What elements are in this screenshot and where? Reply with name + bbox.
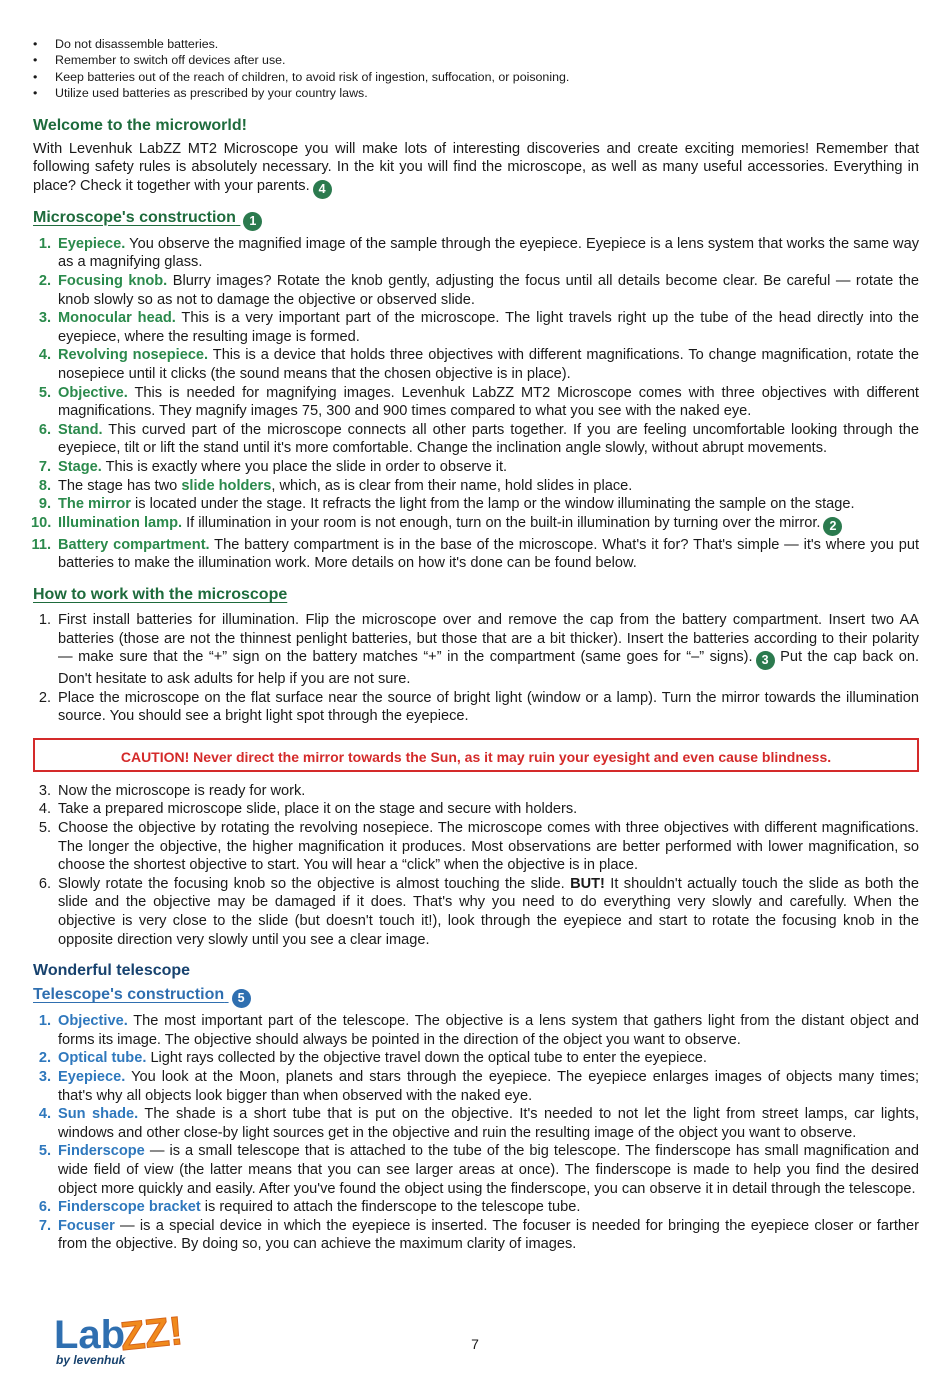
item-term: Illumination lamp. bbox=[58, 514, 183, 531]
item-number: 4. bbox=[38, 801, 51, 818]
item-text: Slowly rotate the focusing knob so the objective is almost touching the slide. bbox=[58, 875, 571, 892]
item-term: Focusing knob. bbox=[58, 273, 168, 289]
list-item bbox=[33, 819, 919, 875]
figure-badge: 4 bbox=[313, 180, 332, 199]
how-to-work-heading: How to work with the microscope bbox=[33, 585, 288, 603]
welcome-paragraph bbox=[33, 140, 919, 199]
list-item bbox=[33, 1049, 919, 1068]
list-item bbox=[33, 309, 919, 346]
item-term: Stand. bbox=[58, 421, 103, 438]
item-number: 3. bbox=[38, 782, 51, 799]
item-text: The most important part of the telescope. The objective is a lens system that gathers light from the distant object and forms its image. The objective should always be pointed in the direction of the object you want to observe. bbox=[58, 1013, 919, 1048]
item-term: Stage. bbox=[58, 458, 102, 475]
item-number: 1. bbox=[38, 1013, 51, 1030]
item-term: Monocular head. bbox=[58, 310, 176, 327]
item-text: This is exactly where you place the slide in order to observe it. bbox=[101, 458, 508, 475]
item-text: This is a device that holds three objectives with different magnifications. To change magnification, rotate the nosepiece until it clicks (the sound means that the chosen objective is in place). bbox=[58, 347, 919, 382]
item-text: Place the microscope on the flat surface near the source of bright light (window or a lamp). Turn the mirror towards the illumination source. You should see a bright light spot through the eyepiece. bbox=[58, 689, 919, 725]
list-item bbox=[33, 875, 919, 949]
microscope-parts-list bbox=[33, 235, 919, 573]
list-item bbox=[33, 1068, 919, 1105]
labzz-logo bbox=[52, 1300, 192, 1370]
item-text: It shouldn't actually touch the slide as both the slide and the objective may be damaged if it does. That's why you need to do everything very slowly and carefully. When the objective is very close to the slide (but doesn't touch it!), look through the eyepiece and start to rotate the focusing knob in the opposite direction very slowly until you see a clear image. bbox=[58, 875, 919, 948]
item-text: is located under the stage. It refracts the light from the lamp or the window illuminating the sample on the stage. bbox=[130, 496, 855, 513]
item-term: Objective. bbox=[58, 384, 128, 401]
list-item bbox=[33, 1105, 919, 1142]
item-number: 6. bbox=[38, 1199, 51, 1216]
item-term: Eyepiece. bbox=[58, 1069, 126, 1085]
item-number: 2. bbox=[38, 273, 51, 289]
safety-bullet: • Remember to switch off devices after use. bbox=[33, 52, 919, 68]
item-term: Optical tube. bbox=[58, 1050, 147, 1067]
list-item bbox=[33, 1217, 919, 1254]
item-number: 8. bbox=[38, 477, 51, 494]
list-item bbox=[33, 782, 919, 801]
item-text: The shade is a short tube that is put on the objective. It's needed to not let the light from street lamps, car lights, windows and other close-by light sources get in the objective and ruin the resulting image of the object you want to observe. bbox=[58, 1106, 919, 1141]
item-text: , which, as is clear from their name, hold slides in place. bbox=[271, 477, 633, 494]
item-text: This is a very important part of the microscope. The light travels right up the tube of the head directly into the eyepiece, where the resulting image is formed. bbox=[58, 310, 919, 345]
figure-badge: 5 bbox=[232, 989, 251, 1008]
item-term: Revolving nosepiece. bbox=[58, 347, 209, 364]
figure-badge: 1 bbox=[243, 212, 262, 231]
item-number: 3. bbox=[38, 310, 51, 327]
item-number: 10. bbox=[31, 514, 52, 531]
how-to-steps-list-continued bbox=[33, 782, 919, 949]
logo-zz-text: ZZ! bbox=[118, 1308, 185, 1360]
item-number: 7. bbox=[38, 1217, 51, 1234]
item-term: Battery compartment. bbox=[58, 536, 210, 553]
page-number: 7 bbox=[471, 1336, 479, 1352]
item-number: 7. bbox=[38, 458, 51, 475]
item-text: Now the microscope is ready for work. bbox=[58, 782, 306, 799]
item-number: 3. bbox=[38, 1069, 51, 1085]
list-item bbox=[33, 514, 919, 536]
item-number: 2. bbox=[38, 1050, 51, 1067]
item-number: 5. bbox=[38, 1143, 51, 1160]
logo-sub-text: by levenhuk bbox=[56, 1353, 126, 1367]
item-number: 5. bbox=[38, 384, 51, 401]
item-text: First install batteries for illumination. Flip the microscope over and remove the cap from the battery compartment. Insert two AA batteries (those are not the thinnest penlight batteries, but those that are a bit thicker). Insert the batteries according to their polarity — make sure that the “+” sign on the battery matches “+” in the compartment (same goes for “–” signs). bbox=[58, 611, 919, 666]
list-item bbox=[33, 235, 919, 272]
item-number: 4. bbox=[38, 347, 51, 364]
welcome-text: With Levenhuk LabZZ MT2 Microscope you will make lots of interesting discoveries and create exciting memories! Remember that following safety rules is absolutely necessary. In the kit you will find the microscope, as well as many useful accessories. Everything in place? Check it together with your parents. bbox=[33, 140, 919, 194]
item-term: Finderscope bbox=[58, 1143, 145, 1160]
item-text: This curved part of the microscope connects all other parts together. If you are feeling uncomfortable looking through the eyepiece, tilt or lift the stand until it's more comfortable. Change the inclination angle slowly, without abrupt movements. bbox=[58, 421, 919, 457]
list-item bbox=[33, 272, 919, 309]
list-item bbox=[33, 1198, 919, 1217]
item-text: Put the cap back on. Don't hesitate to ask adults for help if you are not sure. bbox=[58, 649, 920, 688]
list-item bbox=[33, 421, 919, 458]
safety-bullets bbox=[33, 36, 919, 102]
telescope-parts-list bbox=[33, 1012, 919, 1254]
item-term: The mirror bbox=[58, 496, 131, 513]
list-item bbox=[33, 458, 919, 477]
item-text: is required to attach the finderscope to the telescope tube. bbox=[200, 1199, 581, 1216]
safety-bullet: • Utilize used batteries as prescribed by your country laws. bbox=[33, 85, 919, 101]
list-item bbox=[33, 611, 919, 689]
item-term: Eyepiece. bbox=[58, 235, 126, 252]
item-text: Blurry images? Rotate the knob gently, adjusting the focus until all details become clear. Be careful — rotate the knob slowly so as not to damage the objective or observed slide. bbox=[58, 273, 919, 308]
microscope-construction-heading bbox=[33, 208, 919, 231]
item-number: 9. bbox=[38, 496, 51, 513]
logo-lab-text: Lab bbox=[54, 1313, 126, 1357]
list-item bbox=[33, 495, 919, 514]
item-number: 11. bbox=[31, 536, 51, 553]
item-text: The battery compartment is in the base of the microscope. What's it for? That's simple — it's where you put batteries to make the illumination work. More details on how it's done can be found below. bbox=[58, 536, 919, 572]
microscope-construction-title: Microscope's construction bbox=[33, 208, 236, 226]
item-number: 1. bbox=[38, 611, 51, 628]
list-item bbox=[33, 800, 919, 819]
manual-page bbox=[33, 36, 919, 1254]
item-text: Light rays collected by the objective travel down the optical tube to enter the eyepiece. bbox=[146, 1050, 707, 1067]
item-text: This is needed for magnifying images. Levenhuk LabZZ MT2 Microscope comes with three objectives with different magnifications. They magnify images 75, 300 and 900 times compared to what you see with the naked eye. bbox=[58, 384, 919, 420]
figure-badge: 3 bbox=[756, 651, 775, 670]
figure-badge: 2 bbox=[823, 517, 842, 536]
item-text: The stage has two bbox=[58, 477, 182, 494]
list-item bbox=[33, 1142, 919, 1198]
item-text: Take a prepared microscope slide, place it on the stage and secure with holders. bbox=[58, 801, 578, 818]
item-number: 1. bbox=[38, 235, 51, 252]
item-number: 6. bbox=[38, 421, 51, 438]
item-text: Choose the objective by rotating the revolving nosepiece. The microscope comes with three objectives with different magnifications. The longer the objective, the higher magnification it produces. Most observations are better performed with lower magnification, so choose the shortest objective to start. You will hear a “click” when the objective is in place. bbox=[58, 820, 919, 874]
item-number: 2. bbox=[38, 689, 51, 706]
telescope-construction-heading bbox=[33, 985, 919, 1008]
item-term: Objective. bbox=[58, 1013, 128, 1030]
item-term: Sun shade. bbox=[58, 1106, 139, 1123]
item-number: 5. bbox=[38, 820, 51, 837]
item-text: You look at the Moon, planets and stars through the eyepiece. The eyepiece enlarges images of objects many times; that's why all objects look bigger than when observed with the naked eye. bbox=[58, 1069, 919, 1104]
item-text: If illumination in your room is not enough, turn on the built-in illumination by turning over the mirror. bbox=[182, 514, 821, 531]
list-item bbox=[33, 477, 919, 496]
item-term: slide holders bbox=[181, 477, 272, 494]
list-item bbox=[33, 689, 919, 726]
item-number: 4. bbox=[38, 1106, 51, 1123]
safety-bullet: • Keep batteries out of the reach of children, to avoid risk of ingestion, suffocation, or poisoning. bbox=[33, 69, 919, 85]
telescope-construction-title: Telescope's construction bbox=[33, 986, 225, 1004]
list-item bbox=[33, 346, 919, 383]
list-item bbox=[33, 536, 919, 573]
item-number: 6. bbox=[38, 875, 51, 892]
safety-bullet: • Do not disassemble batteries. bbox=[33, 36, 919, 52]
item-term: Finderscope bracket bbox=[58, 1199, 201, 1216]
list-item bbox=[33, 1012, 919, 1049]
caution-box: CAUTION! Never direct the mirror towards the Sun, as it may ruin your eyesight and even cause blindness. bbox=[33, 738, 919, 772]
item-text: — is a small telescope that is attached to the tube of the big telescope. The finderscope has small magnification and wide field of view (the latter means that you can see larger areas at once). The finderscope is made to help you find the desired object more quickly and easily. After you've found the object using the finderscope, you can observe it in detail through the telescope. bbox=[58, 1143, 919, 1197]
emphasis-text: BUT! bbox=[570, 875, 605, 892]
telescope-heading: Wonderful telescope bbox=[33, 962, 191, 980]
welcome-heading: Welcome to the microworld! bbox=[33, 116, 247, 134]
list-item bbox=[33, 384, 919, 421]
item-text: You observe the magnified image of the sample through the eyepiece. Eyepiece is a lens system that works the same way as a magnifying glass. bbox=[58, 235, 919, 271]
item-term: Focuser bbox=[58, 1217, 115, 1234]
how-to-steps-list bbox=[33, 611, 919, 726]
item-text: — is a special device in which the eyepiece is inserted. The focuser is needed for bringing the eyepiece closer or farther from the objective. By doing so, you can achieve the maximum clarity of images. bbox=[58, 1217, 919, 1253]
